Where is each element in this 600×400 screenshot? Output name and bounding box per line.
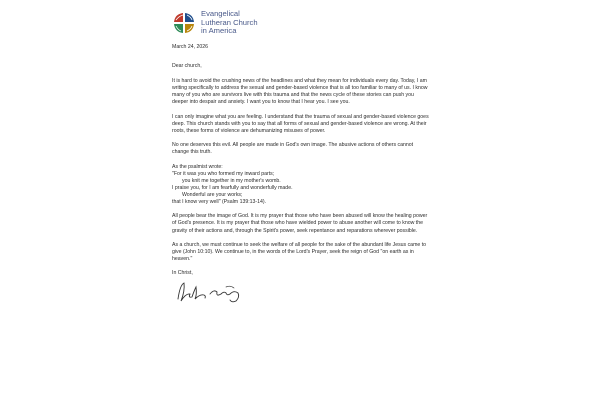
psalm-intro: As the psalmist wrote: — [172, 163, 223, 170]
organization-name: Evangelical Lutheran Church in America — [201, 9, 258, 36]
psalm-line: Wonderful are your works; — [182, 191, 243, 198]
letterhead — [172, 8, 258, 38]
psalm-line: "For it was you who formed my inward parts; — [172, 170, 275, 177]
letter-date: March 24, 2026 — [172, 44, 209, 50]
paragraph: As a church, we must continue to seek the welfare of all people for the sake of the abundant life Jesus came to give (John 10:10). We continue to, in the words of the Lord's Prayer, seek the reign of God "on earth as in heaven." — [172, 241, 427, 262]
handwritten-signature-icon — [172, 279, 252, 305]
paragraph: All people bear the image of God. It is my prayer that those who have been abused will know the healing power of God's presence. It is my prayer that those who have wielded power to abuse another will come to know the gravity of their actions and, through the Spirit's power, seek repentance and reparations wherever possible. — [172, 213, 428, 234]
paragraph: I can only imagine what you are feeling. I understand that the trauma of sexual and gender-based violence goes deep. This church stands with you to say that all forms of sexual and gender-based violence are wrong. At their roots, these forms of violence are dehumanizing misuses of power. — [172, 113, 429, 134]
elca-cross-logo-icon — [172, 11, 196, 35]
salutation: Dear church, — [172, 63, 202, 70]
psalm-quote — [172, 171, 430, 206]
psalm-line: you knit me together in my mother's womb. — [182, 177, 281, 184]
psalm-line: that I know very well" (Psalm 139:13-14). — [172, 199, 267, 206]
paragraph: No one deserves this evil. All people are made in God's own image. The abusive actions of others cannot change this truth. — [172, 142, 414, 156]
closing: In Christ, — [172, 270, 193, 277]
paragraph: It is hard to avoid the crushing news of the headlines and what they mean for individuals every day. Today, I am writing specifically to address the sexual and gender-based violence that is all too familiar to many of us. I know many of you who are survivors live with this trauma and that the news cycle of these stories can push you deeper into despair and anxiety. I want you to know that I hear you. I see you. — [172, 78, 428, 106]
letter-body — [172, 44, 430, 308]
psalm-line: I praise you, for I am fearfully and wonderfully made. — [172, 184, 293, 191]
